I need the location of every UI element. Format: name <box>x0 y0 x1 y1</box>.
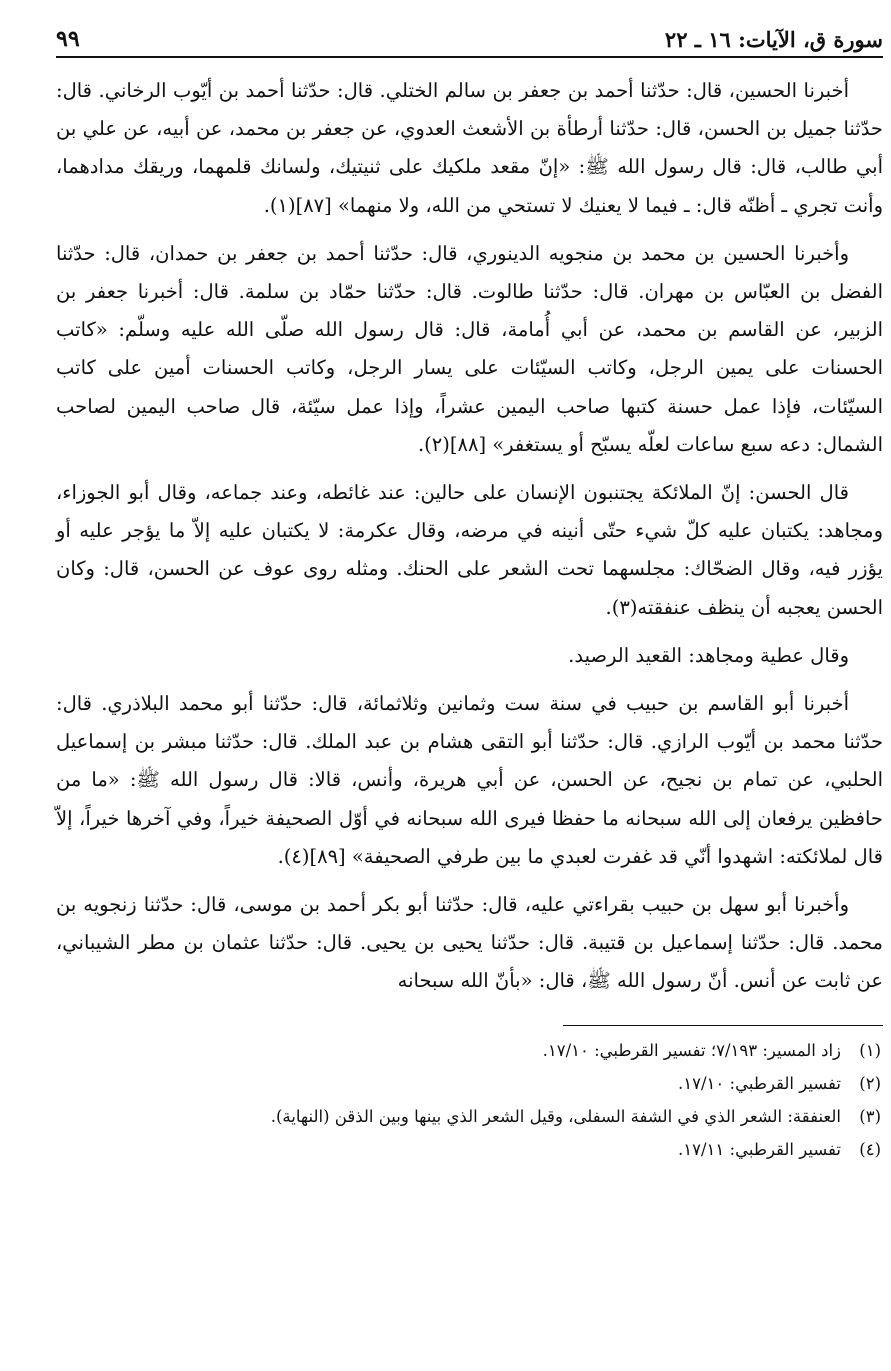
footnote-number: (٢) <box>859 1073 881 1093</box>
footnote-divider <box>563 1025 883 1026</box>
footnote-number: (٣) <box>859 1106 881 1126</box>
footnote-text: العنفقة: الشعر الذي في الشفة السفلى، وقيل الشعر الذي بينها وبين الذقن (النهاية). <box>270 1106 841 1126</box>
footnote <box>56 1100 883 1133</box>
footnote-number: (٤) <box>859 1139 881 1159</box>
page-number: ٩٩ <box>56 25 80 52</box>
footnote-text: زاد المسير: ٧/١٩٣؛ تفسير القرطبي: ١٧/١٠. <box>542 1040 841 1060</box>
footnote <box>56 1067 883 1100</box>
footnotes <box>56 1034 883 1166</box>
footnote <box>56 1034 883 1067</box>
footnote-text: تفسير القرطبي: ١٧/١١. <box>678 1139 841 1159</box>
paragraph: أخبرنا الحسين، قال: حدّثنا أحمد بن جعفر بن سالم الختلي. قال: حدّثنا أحمد بن أيّوب الرخاني. قال: حدّثنا جميل بن الحسن، قال: حدّثنا أرطأة بن الأشعث العدوي، عن جعفر بن محمد، عن أبيه، عن علي بن أبي طالب، قال: قال رسول الله ﷺ: «إنّ مقعد ملكيك على ثنيتيك، ولسانك قلمهما، وريقك مدادهما، وأنت تجري ـ أظنّه قال: ـ فيما لا يعنيك لا تستحي من الله، ولا منهما» [٨٧](١). <box>56 79 883 217</box>
footnote-number: (١) <box>859 1040 881 1060</box>
main-text <box>56 72 883 1001</box>
paragraph: قال الحسن: إنّ الملائكة يجتنبون الإنسان على حالين: عند غائطه، وعند جماعه، وقال أبو الجوزاء، ومجاهد: يكتبان عليه كلّ شيء حتّى أنينه في مرضه، وقال عكرمة: لا يكتبان عليه إلاّ ما يؤجر عليه أو يؤزر فيه، وقال الضحّاك: مجلسهما تحت الشعر على الحنك. ومثله روى عوف عن الحسن، قال: وكان الحسن يعجبه أن ينظف عنفقته(٣). <box>56 481 883 619</box>
book-page <box>56 18 883 1358</box>
running-header <box>56 18 883 58</box>
paragraph: وأخبرنا أبو سهل بن حبيب بقراءتي عليه، قال: حدّثنا أبو بكر أحمد بن موسى، قال: حدّثنا زنجويه بن محمد. قال: حدّثنا إسماعيل بن قتيبة. قال: حدّثنا يحيى بن يحيى. قال: حدّثنا عثمان بن مطر الشيباني، عن ثابت عن أنس. أنّ رسول الله ﷺ، قال: «بأنّ الله سبحانه <box>56 893 883 993</box>
footnote <box>56 1133 883 1166</box>
footnote-text: تفسير القرطبي: ١٧/١٠. <box>678 1073 841 1093</box>
paragraph: وأخبرنا الحسين بن محمد بن منجويه الدينوري، قال: حدّثنا أحمد بن جعفر بن حمدان، قال: حدّثنا الفضل بن العبّاس بن مهران. قال: حدّثنا طالوت. قال: حدّثنا حمّاد بن سلمة. قال: أخبرنا جعفر بن الزبير، عن القاسم بن محمد، عن أبي أُمامة، قال: قال رسول الله صلّى الله عليه وسلّم: «كاتب الحسنات على يمين الرجل، وكاتب السيّئات على يسار الرجل، وكاتب الحسنات أمين على كاتب السيّئات، فإذا عمل حسنة كتبها صاحب اليمين عشراً، وإذا عمل سيّئة، قال صاحب اليمين لصاحب الشمال: دعه سبع ساعات لعلّه يسبّح أو يستغفر» [٨٨](٢). <box>56 241 883 456</box>
paragraph: وقال عطية ومجاهد: القعيد الرصيد. <box>568 643 849 667</box>
surah-title: سورة ق، الآيات: ١٦ ـ ٢٢ <box>664 26 883 52</box>
paragraph: أخبرنا أبو القاسم بن حبيب في سنة ست وثمانين وثلاثمائة، قال: حدّثنا أبو محمد البلاذري. قال: حدّثنا محمد بن أيّوب الرازي. قال: حدّثنا أبو التقى هشام بن عبد الملك. قال: حدّثنا مبشر بن إسماعيل الحلبي، عن تمام بن نجيح، عن الحسن، عن أبي هريرة، وأنس، قالا: قال رسول الله ﷺ: «ما من حافظين يرفعان إلى الله سبحانه ما حفظا فيرى الله سبحانه في أوّل الصحيفة خيراً، وفي آخرها خيراً، إلاّ قال لملائكته: اشهدوا أنّي قد غفرت لعبدي ما بين طرفي الصحيفة» [٨٩](٤). <box>56 692 883 868</box>
